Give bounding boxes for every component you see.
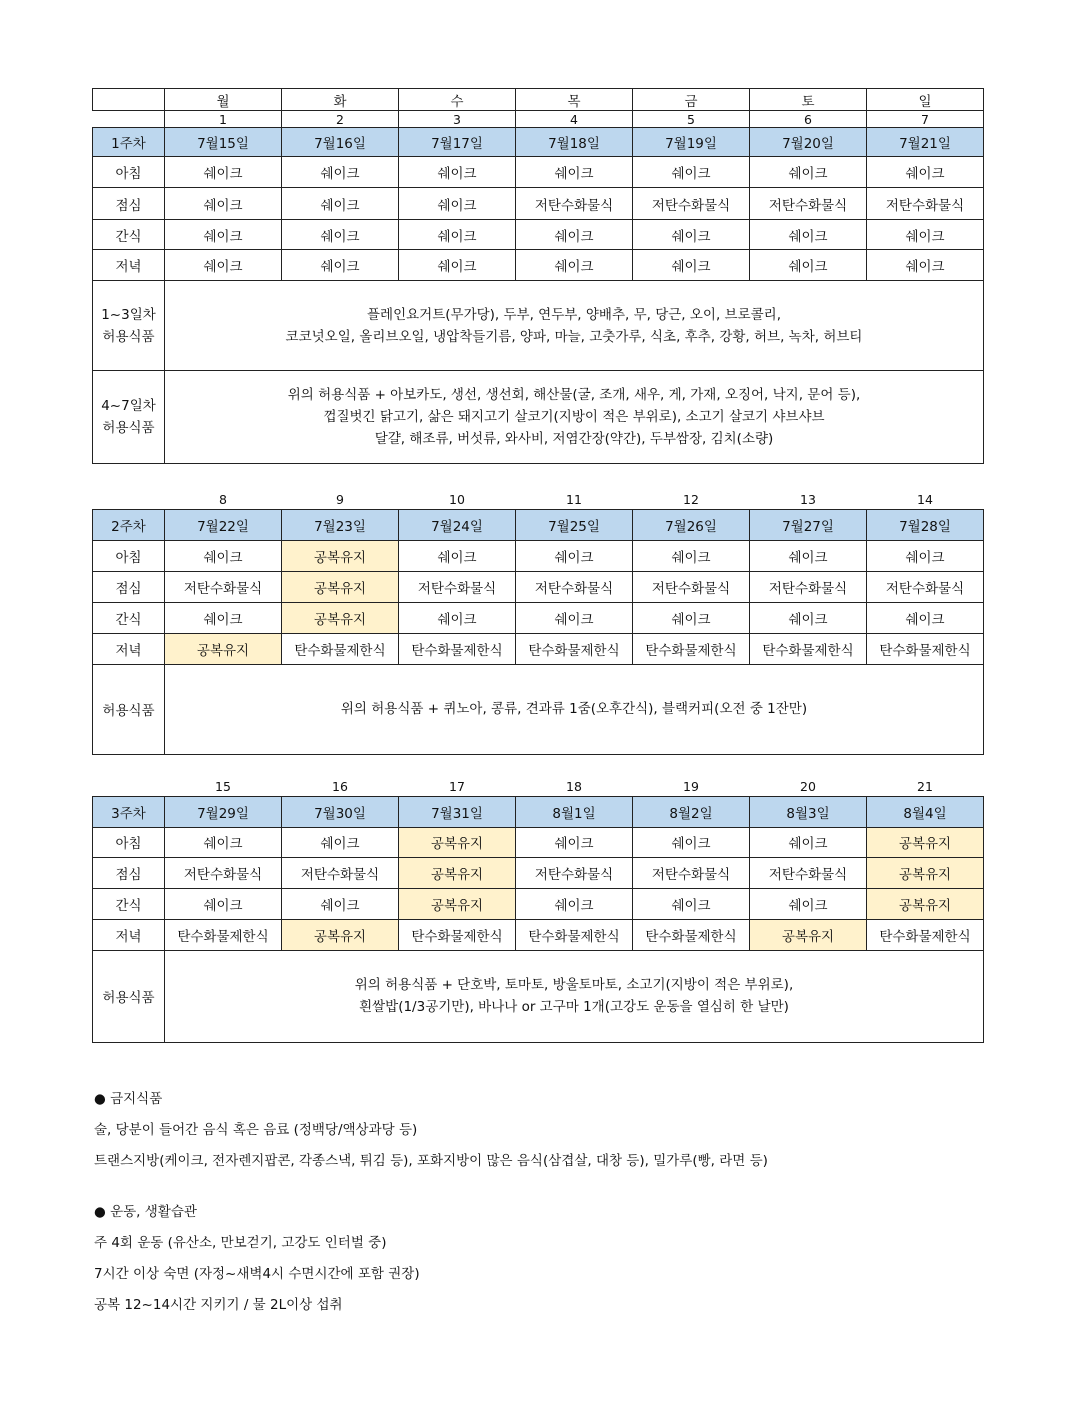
meal-cell: 쉐이크	[282, 827, 399, 857]
day-number: 2	[282, 111, 399, 128]
meal-cell: 공복유지	[750, 919, 867, 950]
meal-cell: 쉐이크	[633, 602, 750, 633]
allowed-row	[93, 664, 984, 754]
meal-cell: 쉐이크	[282, 157, 399, 188]
habits-section	[94, 1197, 420, 1321]
date-cell: 8월4일	[867, 796, 984, 827]
meal-cell: 쉐이크	[516, 827, 633, 857]
blank-cell	[93, 491, 165, 509]
allowed-label	[93, 371, 165, 464]
meal-label: 아침	[93, 157, 165, 188]
date-cell: 7월24일	[399, 509, 516, 540]
meal-cell: 쉐이크	[516, 220, 633, 250]
allowed-foods	[165, 371, 984, 464]
meal-cell: 탄수화물제한식	[516, 919, 633, 950]
meal-cell: 저탄수화물식	[750, 188, 867, 220]
meal-row-lunch	[93, 571, 984, 602]
meal-cell: 공복유지	[399, 888, 516, 919]
day-number: 20	[800, 779, 816, 795]
meal-label: 저녁	[93, 919, 165, 950]
day-header: 금	[633, 89, 750, 111]
allowed-foods	[165, 281, 984, 371]
meal-cell: 쉐이크	[165, 157, 282, 188]
day-number: 3	[399, 111, 516, 128]
meal-cell: 저탄수화물식	[516, 188, 633, 220]
day-number: 6	[750, 111, 867, 128]
meal-cell: 쉐이크	[165, 188, 282, 220]
blank-cell	[93, 111, 165, 128]
day-number: 11	[566, 492, 582, 508]
allowed-label-line: 허용식품	[102, 420, 155, 436]
meal-cell: 공복유지	[282, 540, 399, 571]
meal-cell: 쉐이크	[399, 602, 516, 633]
meal-cell: 쉐이크	[399, 220, 516, 250]
day-number: 1	[165, 111, 282, 128]
day-header: 수	[399, 89, 516, 111]
date-cell: 7월21일	[867, 128, 984, 157]
meal-cell: 쉐이크	[399, 188, 516, 220]
meal-cell: 공복유지	[282, 571, 399, 602]
meal-cell: 탄수화물제한식	[867, 633, 984, 664]
date-cell: 8월3일	[750, 796, 867, 827]
corner-cell	[93, 89, 165, 111]
meal-row-dinner	[93, 633, 984, 664]
allowed-row	[93, 950, 984, 1042]
allowed-line: 위의 허용식품 + 아보카도, 생선, 생선회, 해산물(굴, 조개, 새우, 게, 가재, 오징어, 낙지, 문어 등),	[287, 387, 861, 403]
allowed-line: 플레인요거트(무가당), 두부, 연두부, 양배추, 무, 당근, 오이, 브로콜리,	[367, 306, 781, 323]
date-cell: 7월16일	[282, 128, 399, 157]
meal-cell: 쉐이크	[633, 250, 750, 281]
meal-cell: 쉐이크	[282, 220, 399, 250]
meal-label: 점심	[93, 571, 165, 602]
day-number-row	[93, 491, 984, 509]
meal-cell: 쉐이크	[282, 188, 399, 220]
allowed-label: 허용식품	[93, 664, 165, 754]
meal-row-snack	[93, 888, 984, 919]
week3-table	[92, 778, 984, 1043]
day-number: 9	[336, 492, 344, 508]
meal-cell: 쉐이크	[165, 250, 282, 281]
meal-cell: 공복유지	[399, 857, 516, 888]
allowed-label: 허용식품	[93, 950, 165, 1042]
meal-cell: 공복유지	[399, 827, 516, 857]
day-number: 5	[633, 111, 750, 128]
meal-label: 점심	[93, 857, 165, 888]
meal-cell: 탄수화물제한식	[399, 919, 516, 950]
meal-row-breakfast	[93, 157, 984, 188]
day-number: 16	[332, 779, 348, 795]
meal-cell: 쉐이크	[516, 888, 633, 919]
meal-label: 저녁	[93, 250, 165, 281]
meal-cell: 공복유지	[867, 857, 984, 888]
allowed-line: 껍질벗긴 닭고기, 삶은 돼지고기 살코기(지방이 적은 부위로), 소고기 살코기 샤브샤브	[323, 409, 825, 425]
meal-cell: 쉐이크	[750, 157, 867, 188]
meal-cell: 쉐이크	[165, 827, 282, 857]
meal-cell: 저탄수화물식	[633, 571, 750, 602]
habit-item: 7시간 이상 숙면 (자정~새벽4시 수면시간에 포함 권장)	[94, 1266, 420, 1282]
meal-cell: 쉐이크	[750, 827, 867, 857]
date-cell: 7월29일	[165, 796, 282, 827]
day-number-row	[93, 778, 984, 796]
date-cell: 7월27일	[750, 509, 867, 540]
date-cell: 8월2일	[633, 796, 750, 827]
meal-cell: 쉐이크	[399, 250, 516, 281]
meal-cell: 저탄수화물식	[399, 571, 516, 602]
meal-cell: 탄수화물제한식	[867, 919, 984, 950]
date-cell: 7월15일	[165, 128, 282, 157]
date-cell: 7월19일	[633, 128, 750, 157]
week-label: 2주차	[93, 509, 165, 540]
meal-cell: 쉐이크	[867, 220, 984, 250]
meal-cell: 탄수화물제한식	[633, 633, 750, 664]
meal-cell: 쉐이크	[750, 250, 867, 281]
meal-cell: 쉐이크	[867, 250, 984, 281]
week-date-row	[93, 509, 984, 540]
week1-table	[92, 88, 984, 464]
week-label: 3주차	[93, 796, 165, 827]
date-cell: 7월28일	[867, 509, 984, 540]
date-cell: 7월22일	[165, 509, 282, 540]
blank-cell	[93, 778, 165, 796]
date-cell: 7월23일	[282, 509, 399, 540]
meal-cell: 쉐이크	[282, 250, 399, 281]
meal-cell: 저탄수화물식	[282, 857, 399, 888]
day-number: 21	[917, 779, 933, 795]
meal-cell: 저탄수화물식	[750, 571, 867, 602]
forbidden-title: ● 금지식품	[94, 1091, 163, 1107]
meal-cell: 저탄수화물식	[633, 857, 750, 888]
meal-label: 간식	[93, 220, 165, 250]
meal-row-breakfast	[93, 827, 984, 857]
date-cell: 8월1일	[516, 796, 633, 827]
habits-title: ● 운동, 생활습관	[94, 1204, 197, 1220]
meal-cell: 쉐이크	[516, 602, 633, 633]
allowed-line: 코코넛오일, 올리브오일, 냉압착들기름, 양파, 마늘, 고춧가루, 식초, 후추, 강황, 허브, 녹차, 허브티	[285, 328, 863, 345]
allowed-foods	[165, 950, 984, 1042]
allowed-row-days-1-3	[93, 281, 984, 371]
meal-cell: 공복유지	[165, 633, 282, 664]
meal-cell: 쉐이크	[633, 540, 750, 571]
meal-cell: 탄수화물제한식	[516, 633, 633, 664]
meal-cell: 쉐이크	[165, 540, 282, 571]
day-number: 14	[917, 492, 933, 508]
meal-cell: 쉐이크	[633, 157, 750, 188]
date-cell: 7월25일	[516, 509, 633, 540]
meal-cell: 쉐이크	[516, 157, 633, 188]
day-number: 18	[566, 779, 582, 795]
date-cell: 7월18일	[516, 128, 633, 157]
day-number: 10	[449, 492, 465, 508]
meal-cell: 쉐이크	[867, 157, 984, 188]
meal-cell: 탄수화물제한식	[282, 633, 399, 664]
meal-cell: 저탄수화물식	[750, 857, 867, 888]
meal-row-snack	[93, 220, 984, 250]
meal-cell: 저탄수화물식	[516, 857, 633, 888]
allowed-label-line: 1~3일차	[101, 306, 156, 323]
date-cell: 7월26일	[633, 509, 750, 540]
forbidden-item: 트랜스지방(케이크, 전자렌지팝콘, 각종스낵, 튀김 등), 포화지방이 많은 음식(삼겹살, 대창 등), 밀가루(빵, 라면 등)	[94, 1153, 768, 1169]
meal-row-snack	[93, 602, 984, 633]
meal-cell: 저탄수화물식	[867, 188, 984, 220]
day-number-row	[93, 111, 984, 128]
meal-cell: 저탄수화물식	[516, 571, 633, 602]
allowed-label	[93, 281, 165, 371]
allowed-line: 위의 허용식품 + 단호박, 토마토, 방울토마토, 소고기(지방이 적은 부위로),	[354, 977, 794, 993]
day-number: 8	[219, 492, 227, 508]
day-number: 17	[449, 779, 465, 795]
meal-cell: 탄수화물제한식	[750, 633, 867, 664]
meal-cell: 쉐이크	[633, 220, 750, 250]
meal-cell: 저탄수화물식	[633, 188, 750, 220]
week-date-row	[93, 128, 984, 157]
day-header: 목	[516, 89, 633, 111]
week-label: 1주차	[93, 128, 165, 157]
allowed-foods	[165, 664, 984, 754]
forbidden-foods-section	[94, 1084, 768, 1177]
meal-cell: 저탄수화물식	[165, 571, 282, 602]
meal-cell: 쉐이크	[633, 888, 750, 919]
meal-cell: 쉐이크	[516, 540, 633, 571]
meal-label: 점심	[93, 188, 165, 220]
meal-cell: 쉐이크	[633, 827, 750, 857]
meal-label: 아침	[93, 827, 165, 857]
meal-cell: 탄수화물제한식	[165, 919, 282, 950]
meal-cell: 쉐이크	[750, 602, 867, 633]
allowed-row-days-4-7	[93, 371, 984, 464]
meal-cell: 쉐이크	[750, 540, 867, 571]
day-number: 7	[867, 111, 984, 128]
meal-label: 간식	[93, 602, 165, 633]
habit-item: 주 4회 운동 (유산소, 만보걷기, 고강도 인터벌 중)	[94, 1235, 387, 1251]
meal-row-breakfast	[93, 540, 984, 571]
meal-label: 아침	[93, 540, 165, 571]
meal-cell: 탄수화물제한식	[399, 633, 516, 664]
date-cell: 7월17일	[399, 128, 516, 157]
habit-item: 공복 12~14시간 지키기 / 물 2L이상 섭취	[94, 1297, 343, 1313]
meal-cell: 쉐이크	[165, 888, 282, 919]
date-cell: 7월31일	[399, 796, 516, 827]
day-number: 19	[683, 779, 699, 795]
week-date-row	[93, 796, 984, 827]
meal-row-dinner	[93, 919, 984, 950]
meal-cell: 쉐이크	[750, 220, 867, 250]
meal-cell: 탄수화물제한식	[633, 919, 750, 950]
day-header: 일	[867, 89, 984, 111]
meal-row-lunch	[93, 857, 984, 888]
meal-cell: 쉐이크	[399, 157, 516, 188]
meal-cell: 공복유지	[282, 602, 399, 633]
allowed-line: 위의 허용식품 + 퀴노아, 콩류, 견과류 1줌(오후간식), 블랙커피(오전 중 1잔만)	[340, 701, 808, 717]
forbidden-item: 술, 당분이 들어간 음식 혹은 음료 (정백당/액상과당 등)	[94, 1122, 418, 1138]
day-header: 화	[282, 89, 399, 111]
meal-cell: 쉐이크	[867, 602, 984, 633]
meal-cell: 공복유지	[867, 888, 984, 919]
meal-cell: 쉐이크	[165, 220, 282, 250]
meal-cell: 저탄수화물식	[165, 857, 282, 888]
meal-label: 저녁	[93, 633, 165, 664]
meal-cell: 쉐이크	[516, 250, 633, 281]
day-header: 토	[750, 89, 867, 111]
week2-table	[92, 491, 984, 755]
allowed-line: 흰쌀밥(1/3공기만), 바나나 or 고구마 1개(고강도 운동을 열심히 한 날만)	[359, 999, 789, 1015]
meal-cell: 공복유지	[282, 919, 399, 950]
allowed-label-line: 허용식품	[102, 328, 155, 345]
day-number: 4	[516, 111, 633, 128]
meal-row-dinner	[93, 250, 984, 281]
date-cell: 7월20일	[750, 128, 867, 157]
meal-row-lunch	[93, 188, 984, 220]
date-cell: 7월30일	[282, 796, 399, 827]
meal-cell: 공복유지	[867, 827, 984, 857]
allowed-label-line: 4~7일차	[101, 398, 156, 414]
day-number: 13	[800, 492, 816, 508]
meal-label: 간식	[93, 888, 165, 919]
day-header: 월	[165, 89, 282, 111]
meal-cell: 쉐이크	[165, 602, 282, 633]
day-number: 15	[215, 779, 231, 795]
meal-cell: 쉐이크	[867, 540, 984, 571]
meal-cell: 쉐이크	[282, 888, 399, 919]
meal-cell: 쉐이크	[399, 540, 516, 571]
allowed-line: 달걀, 해조류, 버섯류, 와사비, 저염간장(약간), 두부쌈장, 김치(소량)	[374, 431, 774, 447]
meal-cell: 저탄수화물식	[867, 571, 984, 602]
day-header-row	[93, 89, 984, 111]
meal-cell: 쉐이크	[750, 888, 867, 919]
day-number: 12	[683, 492, 699, 508]
